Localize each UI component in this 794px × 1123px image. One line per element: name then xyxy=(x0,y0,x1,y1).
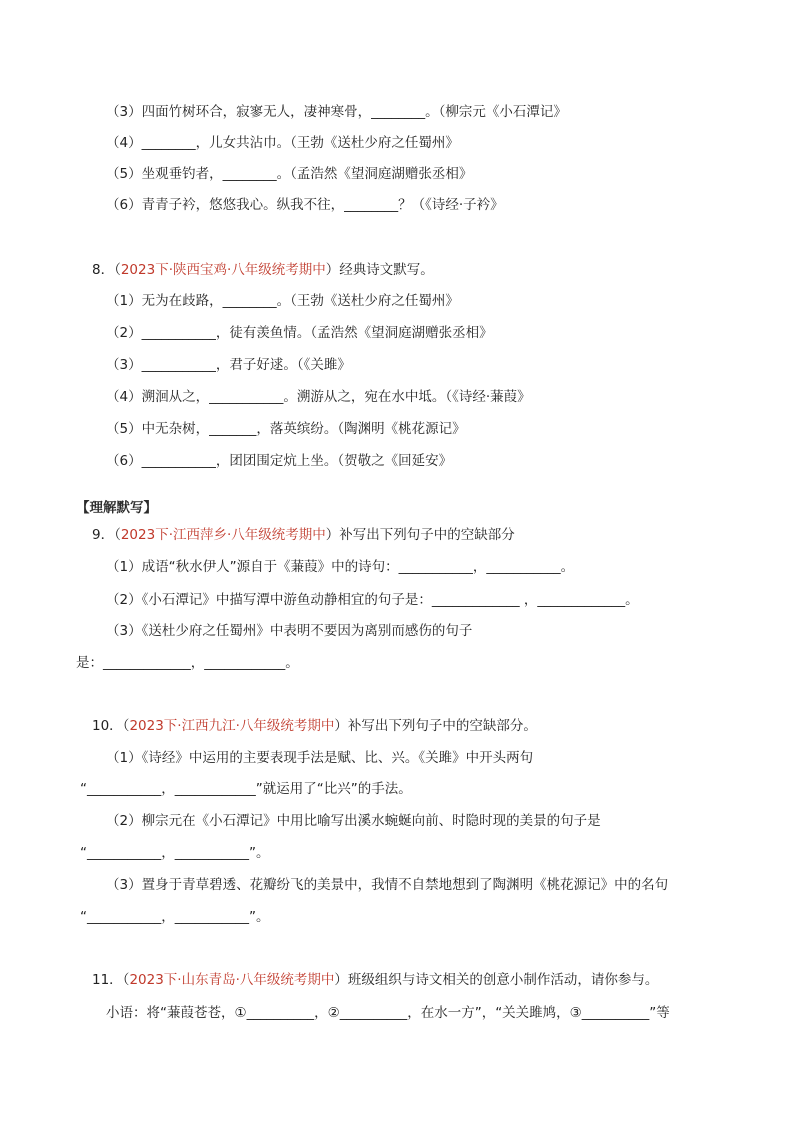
q9-source: 2023下·江西萍乡·八年级统考期中 xyxy=(120,527,326,543)
q9-item-3: （3）《送杜少府之任蜀州》中表明不要因为离别而感伤的句子 xyxy=(106,623,473,639)
q8-item-2: （2）___________，徒有羡鱼情。（孟浩然《望洞庭湖赠张丞相》 xyxy=(106,325,493,341)
q8-item-3: （3）___________，君子好逑。（《关雎》 xyxy=(106,357,351,373)
q7-item-3: （3）四面竹树环合，寂寥无人，凄神寒骨，________。（柳宗元《小石潭记》 xyxy=(106,104,567,120)
q10-item-3-blanks: “___________，___________”。 xyxy=(80,909,270,925)
q11-heading xyxy=(92,970,658,990)
q9-item-2: （2）《小石潭记》中描写潭中游鱼动静相宜的句子是：_____________ ，_____________。 xyxy=(106,592,639,608)
q9-number: 9．（ xyxy=(92,527,121,543)
q7-item-4: （4）________，儿女共沾巾。（王勃《送杜少府之任蜀州》 xyxy=(106,135,459,151)
q10-instruction: ）补写出下列句子中的空缺部分。 xyxy=(334,718,537,734)
q11-instruction: ）班级组织与诗文相关的创意小制作活动，请你参与。 xyxy=(334,972,659,988)
q10-item-1-blanks: “___________，____________”就运用了“比兴”的手法。 xyxy=(80,781,412,797)
q8-instruction: ）经典诗文默写。 xyxy=(325,262,434,278)
section-title: 【理解默写】 xyxy=(76,500,157,516)
q11-source: 2023下·山东青岛·八年级统考期中 xyxy=(129,972,335,988)
q11-line: 小语：将“蒹葭苍苍，①__________，②__________，在水一方”，“关关雎鸠，③__________”等 xyxy=(106,1005,670,1021)
q10-heading xyxy=(92,716,537,736)
q9-heading xyxy=(92,525,515,545)
q10-item-1: （1）《诗经》中运用的主要表现手法是赋、比、兴。《关雎》中开头两句 xyxy=(106,750,534,766)
q7-item-5: （5）坐观垂钓者，________。（孟浩然《望洞庭湖赠张丞相》 xyxy=(106,166,473,182)
q8-item-1: （1）无为在歧路，________。（王勃《送杜少府之任蜀州》 xyxy=(106,293,459,309)
q10-source: 2023下·江西九江·八年级统考期中 xyxy=(129,718,335,734)
q9-item-3-continuation: 是：_____________，____________。 xyxy=(76,655,299,671)
q10-item-3: （3）置身于青草碧透、花瓣纷飞的美景中，我情不自禁地想到了陶渊明《桃花源记》中的名句 xyxy=(106,877,669,893)
q9-instruction: ）补写出下列句子中的空缺部分 xyxy=(325,527,515,543)
q8-heading xyxy=(92,260,434,280)
q9-item-1: （1）成语“秋水伊人”源自于《蒹葭》中的诗句：___________，___________。 xyxy=(106,559,575,575)
q7-item-6: （6）青青子衿，悠悠我心。纵我不往，________？（《诗经·子衿》 xyxy=(106,197,504,213)
q10-item-2-blanks: “___________，___________”。 xyxy=(80,845,270,861)
q11-number: 11．（ xyxy=(92,972,130,988)
q10-item-2: （2）柳宗元在《小石潭记》中用比喻写出溪水蜿蜒向前、时隐时现的美景的句子是 xyxy=(106,813,601,829)
q8-item-6: （6）___________，团团围定炕上坐。（贺敬之《回延安》 xyxy=(106,453,453,469)
q8-item-5: （5）中无杂树，_______，落英缤纷。（陶渊明《桃花源记》 xyxy=(106,421,466,437)
q8-number: 8．（ xyxy=(92,262,121,278)
q10-number: 10．（ xyxy=(92,718,130,734)
q8-source: 2023下·陕西宝鸡·八年级统考期中 xyxy=(120,262,326,278)
q8-item-4: （4）溯洄从之，___________。溯游从之，宛在水中坻。（《诗经·蒹葭》 xyxy=(106,389,531,405)
